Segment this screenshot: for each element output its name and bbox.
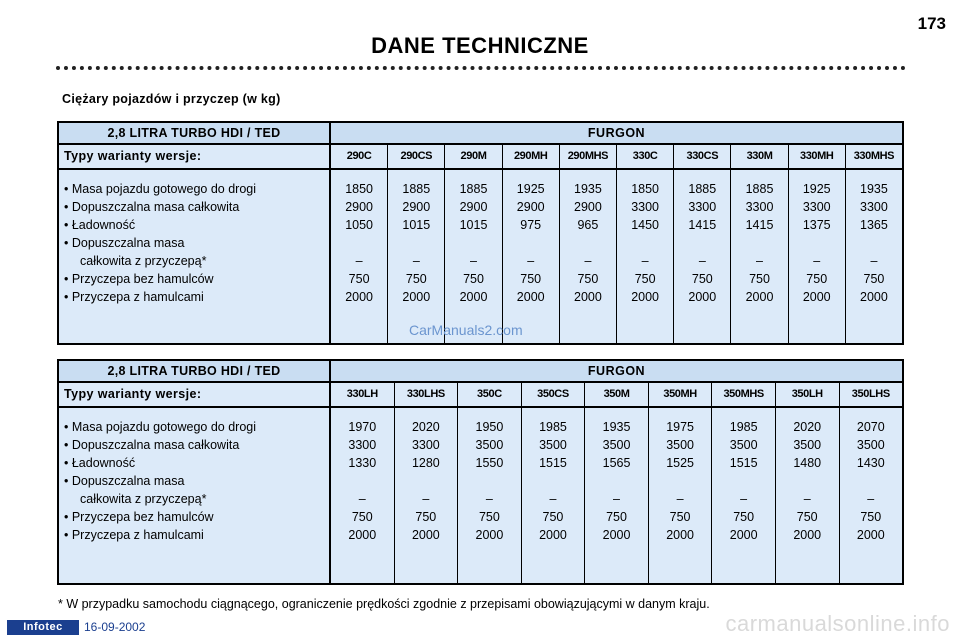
table-cell: 3300 [631,200,660,214]
row-label [64,216,329,234]
value-column [331,408,394,583]
table-cell: 750 [749,272,770,286]
table-cell: 965 [577,218,599,232]
table-cell: 1015 [402,218,431,232]
table-cell: 2000 [602,528,631,542]
table-cell: 1450 [631,218,660,232]
table-cell: – [355,254,363,268]
value-column [559,170,616,343]
table-cell: 1850 [631,182,660,196]
table-cell: 750 [577,272,599,286]
page-number: 173 [917,14,946,33]
table-header-row [59,361,902,383]
row-label-text: • Ładowność [64,218,136,232]
value-column [331,170,387,343]
table-cell: 1975 [666,420,694,434]
table-body [59,408,902,583]
table-cell: 1985 [539,420,567,434]
table-cell: – [756,254,763,268]
table-cell: 750 [796,510,818,524]
table-cell: – [527,254,535,268]
weights-table-1 [57,121,904,345]
table-cell: 1925 [802,182,831,196]
row-label-text: • Ładowność [64,456,136,470]
version-header: 290MH [502,145,559,168]
table-cell: 2000 [745,290,774,304]
version-header: 350CS [521,383,585,406]
table-cell: 1430 [856,456,885,470]
table-cell: 750 [634,272,656,286]
value-column [394,408,458,583]
table-cell: 3500 [793,438,822,452]
row-label-text: • Masa pojazdu gotowego do drogi [64,420,257,434]
version-header: 350LH [775,383,839,406]
row-label-text: • Przyczepa z hamulcami [64,290,204,304]
version-header: 330C [616,145,673,168]
table-cell: 2000 [860,290,888,304]
version-header: 350C [457,383,521,406]
table-cell: – [740,492,748,506]
weights-table-2 [57,359,904,585]
footer-date: 16-09-2002 [84,620,146,634]
table-cell: 2000 [411,528,440,542]
version-headers [331,383,902,406]
table-cell: 1885 [402,182,431,196]
table-cell: 750 [733,510,755,524]
table-cell: – [641,254,649,268]
table-cell: 750 [520,272,542,286]
table-cell: 2000 [631,290,660,304]
value-columns [331,170,902,343]
table-cell: – [549,492,557,506]
table-cell: 3500 [539,438,567,452]
table-cell: 3300 [745,200,774,214]
row-label-text: • Przyczepa bez hamulców [64,510,214,524]
table-cell: 750 [860,510,882,524]
table-cell: 750 [351,510,373,524]
table-cell: 2000 [459,290,488,304]
version-header: 350LHS [839,383,903,406]
table-cell: 3500 [729,438,758,452]
table-cell: 1925 [516,182,545,196]
row-label [64,180,329,198]
types-label: Typy warianty wersje: [59,383,331,406]
table-cell: 1885 [459,182,488,196]
table-cell: – [813,254,821,268]
row-labels [59,170,331,343]
table-cell: – [870,254,878,268]
table-cell: 2000 [345,290,373,304]
body-type-header: FURGON [587,126,646,140]
table-cell: 1515 [729,456,758,470]
table-cell: 2000 [793,528,822,542]
table-cell: 1935 [574,182,602,196]
table-cell: 2900 [574,200,602,214]
table-cell: 1525 [666,456,694,470]
row-label [64,234,329,270]
row-label [64,508,329,526]
table-cell: 750 [863,272,885,286]
table-cell: 2070 [856,420,885,434]
table-cell: 750 [669,510,691,524]
infotec-logo: Infotec [7,620,79,635]
table-cell: 750 [463,272,484,286]
types-row [59,145,902,170]
section-title: Ciężary pojazdów i przyczep (w kg) [62,92,281,106]
table-cell: 3300 [802,200,831,214]
site-watermark: carmanualsonline.info [725,611,950,636]
table-cell: 3300 [411,438,440,452]
table-cell: 3300 [860,200,888,214]
table-cell: 3500 [475,438,504,452]
table-cell: 975 [520,218,542,232]
table-cell: 2000 [516,290,545,304]
row-label-continuation: całkowita z przyczepą* [80,254,207,268]
table-cell: 1970 [348,420,377,434]
row-label [64,418,329,436]
watermark-link[interactable]: CarManuals2.com [409,322,523,338]
value-column [387,170,444,343]
table-cell: 1415 [688,218,717,232]
table-cell: 1935 [602,420,631,434]
row-label-text: • Dopuszczalna masa [64,236,185,250]
table-cell: 1935 [860,182,888,196]
table-cell: 750 [542,510,564,524]
table-cell: 2000 [475,528,504,542]
row-label-continuation: całkowita z przyczepą* [80,492,207,506]
table-cell: – [698,254,706,268]
row-label-text: • Dopuszczalna masa [64,474,185,488]
value-column [648,408,712,583]
table-cell: 750 [606,510,627,524]
engine-header: 2,8 LITRA TURBO HDI / TED [59,361,331,381]
version-header: 330LH [346,388,378,400]
table-cell: 1950 [475,420,504,434]
table-cell: 1375 [802,218,831,232]
table-cell: 2000 [539,528,567,542]
table-cell: 2900 [459,200,488,214]
table-cell: – [358,492,366,506]
table-cell: 1550 [475,456,504,470]
table-cell: 1365 [860,218,888,232]
table-cell: – [422,492,430,506]
table-cell: 3500 [602,438,631,452]
types-row [59,383,902,408]
table-cell: 2000 [666,528,694,542]
row-label-text: • Masa pojazdu gotowego do drogi [64,182,257,196]
row-label [64,198,329,216]
row-label [64,526,329,544]
value-column [457,408,521,583]
table-cell: 1885 [745,182,774,196]
table-cell: 3500 [666,438,694,452]
table-cell: 750 [478,510,500,524]
version-header: 350MH [648,383,712,406]
table-cell: – [412,254,420,268]
row-label [64,270,329,288]
page-title: DANE TECHNICZNE [371,33,589,58]
value-column [839,408,903,583]
row-labels [59,408,331,583]
version-header: 330MH [788,145,845,168]
version-header: 290C [346,150,372,162]
table-cell: 2000 [574,290,602,304]
table-cell: 2900 [345,200,373,214]
row-label [64,472,329,508]
value-column [711,408,775,583]
row-label [64,454,329,472]
table-cell: 1850 [345,182,373,196]
table-cell: 3500 [856,438,885,452]
table-cell: 3300 [688,200,717,214]
table-cell: 2000 [856,528,885,542]
table-cell: 2000 [402,290,431,304]
table-cell: 1885 [688,182,717,196]
value-column [616,170,673,343]
version-header: 350MHS [711,383,775,406]
version-headers [331,145,902,168]
row-label [64,436,329,454]
version-header: 290CS [387,145,444,168]
table-cell: 1015 [459,218,488,232]
footnote: * W przypadku samochodu ciągnącego, ograniczenie prędkości zgodnie z przepisami obowiązującymi w danym kraju. [58,597,710,611]
row-label-text: • Dopuszczalna masa całkowita [64,200,240,214]
table-cell: 750 [348,272,370,286]
table-cell: – [867,492,875,506]
table-cell: 1280 [411,456,440,470]
table-cell: 2900 [516,200,545,214]
table-cell: 1480 [793,456,822,470]
table-cell: 750 [691,272,713,286]
value-column [730,170,787,343]
table-cell: 750 [806,272,828,286]
table-cell: 2000 [348,528,377,542]
version-header: 330M [730,145,787,168]
table-cell: 3300 [348,438,377,452]
table-cell: 1415 [745,218,774,232]
value-column [775,408,839,583]
table-cell: 1330 [348,456,377,470]
version-header: 330LHS [394,383,458,406]
table-body [59,170,902,343]
body-type-header: FURGON [587,364,646,378]
version-header: 330CS [673,145,730,168]
table-cell: 2000 [729,528,758,542]
table-cell: 750 [415,510,437,524]
version-header: 290M [444,145,501,168]
table-cell: 1050 [345,218,373,232]
row-label [64,288,329,306]
dotted-rule [56,66,906,70]
value-column [845,170,902,343]
table-cell: 2020 [793,420,822,434]
value-column [673,170,730,343]
table-cell: 1985 [729,420,758,434]
table-header-row [59,123,902,145]
version-header: 290MHS [559,145,616,168]
value-column [502,170,559,343]
table-cell: 2000 [688,290,717,304]
table-cell: – [584,254,592,268]
version-header: 330MHS [845,145,902,168]
value-column [584,408,648,583]
engine-header: 2,8 LITRA TURBO HDI / TED [59,123,331,143]
value-column [444,170,501,343]
table-cell: – [803,492,811,506]
row-label-text: • Dopuszczalna masa całkowita [64,438,240,452]
table-cell: – [613,492,620,506]
table-cell: 2000 [802,290,831,304]
row-label-text: • Przyczepa bez hamulców [64,272,214,286]
value-columns [331,408,902,583]
table-cell: 1565 [602,456,631,470]
types-label: Typy warianty wersje: [59,145,331,168]
value-column [521,408,585,583]
table-cell: – [676,492,684,506]
table-cell: – [470,254,477,268]
table-cell: 2020 [411,420,440,434]
table-cell: – [485,492,493,506]
table-cell: 2900 [402,200,431,214]
row-label-text: • Przyczepa z hamulcami [64,528,204,542]
value-column [788,170,845,343]
table-cell: 1515 [539,456,567,470]
version-header: 350M [584,383,648,406]
table-cell: 750 [405,272,427,286]
